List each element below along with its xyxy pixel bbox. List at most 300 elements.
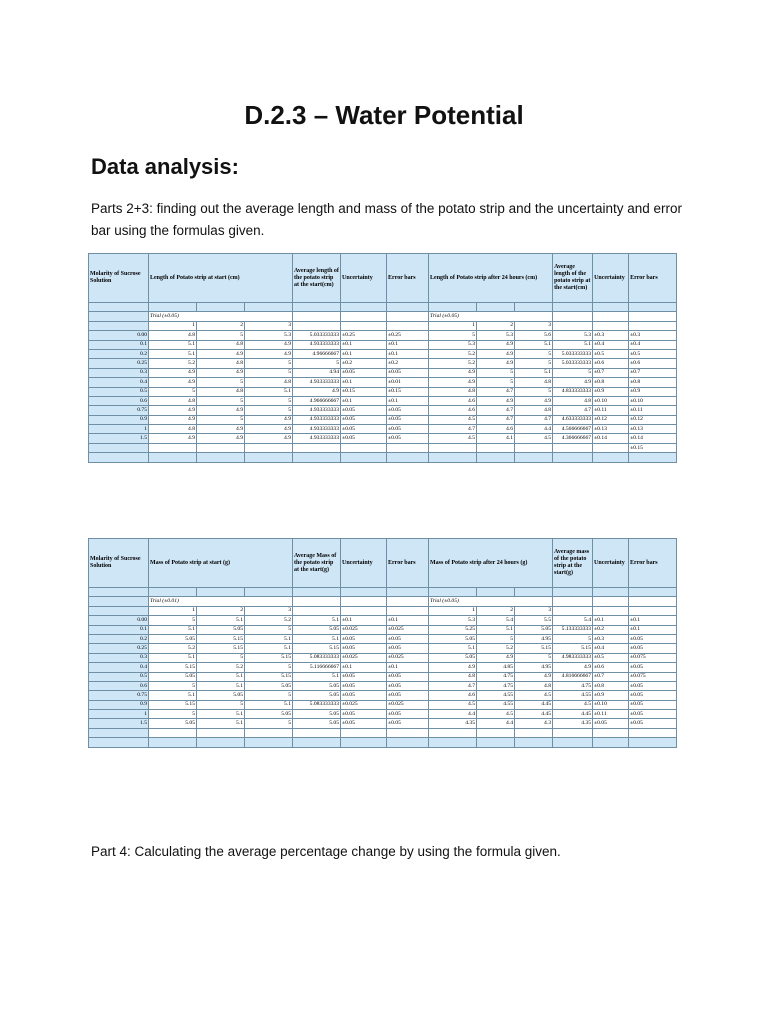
table-cell [245, 738, 293, 747]
error-bars-header: Error bars [629, 254, 677, 303]
table-cell [629, 312, 677, 321]
header-row [89, 539, 677, 588]
table-cell: 5.1 [245, 387, 293, 396]
table-cell [245, 443, 293, 452]
table-cell: ±0.05 [387, 719, 429, 728]
trial-number: 3 [245, 606, 293, 615]
table-cell [341, 321, 387, 330]
table-cell: 4.1 [477, 434, 515, 443]
table-cell: 4.9 [197, 349, 245, 358]
table-cell: ±0.8 [593, 378, 629, 387]
table-cell [89, 303, 149, 312]
table-cell [387, 303, 429, 312]
table-cell: 5.25 [429, 625, 477, 634]
table-cell: ±0.05 [387, 406, 429, 415]
table-cell: 4.7 [477, 415, 515, 424]
table-cell: 4.7 [429, 681, 477, 690]
table-row [89, 710, 677, 719]
table-cell [197, 443, 245, 452]
table-cell: 5.2 [149, 359, 197, 368]
table-cell: 5.1 [293, 616, 341, 625]
table-cell [245, 453, 293, 462]
table-cell: 5.5 [515, 616, 553, 625]
trial-row [89, 312, 677, 321]
table-row [89, 349, 677, 358]
table-cell: 4.7 [477, 406, 515, 415]
molarity-cell [89, 443, 149, 452]
table-cell: 4.9 [197, 406, 245, 415]
trial-number-row [89, 321, 677, 330]
table-row [89, 700, 677, 709]
uncertainty-header: Uncertainty [341, 254, 387, 303]
molarity-cell: 0.9 [89, 700, 149, 709]
table-cell: 4.6 [477, 425, 515, 434]
trial-row [89, 597, 677, 606]
table-cell: ±0.01 [387, 378, 429, 387]
table-cell: ±0.025 [387, 625, 429, 634]
table-cell: ±0.5 [593, 653, 629, 662]
table-cell [341, 453, 387, 462]
table-cell: 5.05 [515, 625, 553, 634]
table-cell: 4.933333333 [293, 434, 341, 443]
table-cell: 4.7 [429, 425, 477, 434]
table-row [89, 359, 677, 368]
table-cell: 5 [197, 415, 245, 424]
table-cell: 4.633333333 [553, 415, 593, 424]
table-cell: 4.8 [515, 406, 553, 415]
table-row [89, 303, 677, 312]
table-cell: ±0.1 [629, 625, 677, 634]
table-cell: 5 [197, 653, 245, 662]
table-cell [197, 303, 245, 312]
table-cell [515, 728, 553, 737]
table-cell: 5.05 [429, 653, 477, 662]
table-cell: ±0.05 [341, 425, 387, 434]
table-cell [245, 728, 293, 737]
error-bars-header: Error bars [387, 539, 429, 588]
trial-number: 3 [515, 321, 553, 330]
table-cell: ±0.15 [341, 387, 387, 396]
table-cell [245, 303, 293, 312]
table-cell: ±0.1 [629, 616, 677, 625]
table-cell: 5.15 [293, 644, 341, 653]
table-row [89, 653, 677, 662]
table-cell: 4.3 [515, 719, 553, 728]
table-cell: ±0.15 [629, 443, 677, 452]
table-cell: 5.1 [245, 644, 293, 653]
table-cell: ±0.1 [341, 616, 387, 625]
table-cell [429, 738, 477, 747]
table-cell: 4.6 [429, 406, 477, 415]
table-cell: ±0.05 [341, 672, 387, 681]
table-cell [515, 443, 553, 452]
table-cell: 4.933333333 [293, 378, 341, 387]
table-cell: 5 [293, 359, 341, 368]
table-cell: 4.933333333 [293, 406, 341, 415]
table-cell: 5.15 [149, 663, 197, 672]
after-header: Mass of Potato strip after 24 hours (g) [429, 539, 553, 588]
table-cell: 4.8 [515, 378, 553, 387]
table-cell: 5.15 [553, 644, 593, 653]
trial-number-row [89, 606, 677, 615]
table-cell: 5 [149, 387, 197, 396]
trial-number: 2 [197, 321, 245, 330]
length-data-table [88, 253, 676, 463]
molarity-cell: 1 [89, 710, 149, 719]
table-cell: 4.9 [553, 663, 593, 672]
table-cell [387, 738, 429, 747]
table-cell: ±0.05 [387, 691, 429, 700]
table-cell [553, 728, 593, 737]
table-cell: ±0.4 [629, 340, 677, 349]
table-cell: 5 [245, 691, 293, 700]
trial-number: 2 [197, 606, 245, 615]
page-title: D.2.3 – Water Potential [244, 100, 524, 130]
table-cell: 5.3 [429, 616, 477, 625]
table-row [89, 434, 677, 443]
table-row [89, 396, 677, 405]
part-4-description: Part 4: Calculating the average percentage change by using the formula given. [91, 844, 561, 859]
table-cell: 5 [245, 625, 293, 634]
table-cell: 5.033333333 [293, 331, 341, 340]
table-cell: ±0.2 [387, 359, 429, 368]
table-cell: 4.7 [477, 387, 515, 396]
table-cell: ±0.6 [629, 359, 677, 368]
table-cell: ±0.05 [629, 691, 677, 700]
table-cell [629, 588, 677, 597]
table-cell: ±0.14 [593, 434, 629, 443]
table-cell [429, 303, 477, 312]
molarity-cell: 0.4 [89, 378, 149, 387]
table-cell: 4.95 [515, 663, 553, 672]
table-row [89, 625, 677, 634]
table-cell: ±0.05 [387, 368, 429, 377]
table-cell: ±0.05 [341, 634, 387, 643]
table-cell: 5.1 [477, 625, 515, 634]
table-cell: 5.2 [245, 616, 293, 625]
table-cell [89, 606, 149, 615]
table-cell: 4.8 [553, 396, 593, 405]
table-cell: 4.933333333 [293, 425, 341, 434]
table-cell: 5.15 [149, 700, 197, 709]
table-cell: 5.033333333 [553, 349, 593, 358]
table-cell [245, 588, 293, 597]
table-cell: 4.8 [429, 672, 477, 681]
table-cell: 4.8 [149, 331, 197, 340]
table-cell [89, 453, 149, 462]
table-cell: 4.5 [429, 415, 477, 424]
table-cell: 5 [553, 368, 593, 377]
molarity-cell: 0.4 [89, 663, 149, 672]
table1-grid [88, 253, 677, 463]
table-cell: 5 [429, 331, 477, 340]
table-cell: ±0.05 [629, 710, 677, 719]
table-cell [593, 443, 629, 452]
table-cell: ±0.1 [341, 396, 387, 405]
table-cell [515, 738, 553, 747]
table-cell: 5.1 [293, 672, 341, 681]
table-cell: ±0.3 [593, 634, 629, 643]
table-cell: 5.1 [515, 340, 553, 349]
table-cell: 5.05 [197, 691, 245, 700]
table-cell [477, 738, 515, 747]
table-cell: 4.4 [515, 425, 553, 434]
table-cell: ±0.05 [629, 663, 677, 672]
molarity-cell: 1 [89, 425, 149, 434]
table-cell [387, 443, 429, 452]
table-cell: 5.1 [515, 368, 553, 377]
table-cell [553, 588, 593, 597]
table-cell: ±0.25 [341, 331, 387, 340]
average-start-header: Average length of the potato strip at the start(cm) [293, 254, 341, 303]
uncertainty-header: Uncertainty [593, 254, 629, 303]
table-cell: ±0.05 [341, 644, 387, 653]
table-cell: 5.116666667 [293, 663, 341, 672]
table-cell: ±0.075 [629, 672, 677, 681]
table-cell: 5.033333333 [553, 359, 593, 368]
table-cell: 5 [245, 406, 293, 415]
table-cell [149, 738, 197, 747]
table-cell: 4.8 [197, 387, 245, 396]
table-cell [387, 728, 429, 737]
table-row [89, 719, 677, 728]
table-cell: 4.9 [477, 653, 515, 662]
table-cell: ±0.7 [629, 368, 677, 377]
table-cell [293, 597, 341, 606]
table-cell: ±0.10 [593, 700, 629, 709]
table-row [89, 728, 677, 737]
table-cell [341, 588, 387, 597]
table-cell [629, 606, 677, 615]
table-cell: 5 [515, 349, 553, 358]
table-cell: 4.9 [429, 368, 477, 377]
error-bars-header: Error bars [629, 539, 677, 588]
table2-grid [88, 538, 677, 748]
table-cell: ±0.1 [387, 663, 429, 672]
table-cell: 5 [245, 368, 293, 377]
table-cell: ±0.05 [341, 691, 387, 700]
table-cell: 4.6 [429, 396, 477, 405]
table-cell [593, 738, 629, 747]
table-cell: 5.3 [477, 331, 515, 340]
table-cell: ±0.11 [629, 406, 677, 415]
table-cell: 5.083333333 [293, 700, 341, 709]
table-cell: ±0.05 [387, 681, 429, 690]
table-cell [293, 738, 341, 747]
table-cell [197, 588, 245, 597]
table-cell: ±0.9 [593, 691, 629, 700]
parts-2-3-description: Parts 2+3: finding out the average length and mass of the potato strip and the uncertainty and error bar using the formulas given. [91, 201, 683, 238]
table-cell: ±0.1 [341, 340, 387, 349]
table-cell [477, 588, 515, 597]
table-cell: ±0.25 [387, 331, 429, 340]
table-cell [477, 443, 515, 452]
table-cell: 5.2 [429, 359, 477, 368]
trial-number: 3 [515, 606, 553, 615]
table-cell: ±0.05 [341, 368, 387, 377]
table-cell [629, 303, 677, 312]
table-cell [515, 303, 553, 312]
table-cell: ±0.075 [629, 653, 677, 662]
table-cell [293, 443, 341, 452]
table-cell: ±0.4 [593, 340, 629, 349]
table-row [89, 663, 677, 672]
molarity-cell: 0.2 [89, 349, 149, 358]
table-cell: ±0.7 [593, 672, 629, 681]
table-row [89, 453, 677, 462]
table-cell: 4.5 [515, 434, 553, 443]
table-cell: 4.9 [477, 340, 515, 349]
table-cell: 4.9 [477, 359, 515, 368]
table-cell: 5 [515, 387, 553, 396]
molarity-cell [89, 728, 149, 737]
table-cell: 5.05 [245, 681, 293, 690]
table-cell: 5.2 [429, 349, 477, 358]
table-cell: 4.8 [197, 340, 245, 349]
table-cell: ±0.025 [387, 700, 429, 709]
table-cell: ±0.8 [629, 378, 677, 387]
table-cell [387, 606, 429, 615]
table-cell: 4.366666667 [553, 434, 593, 443]
table-cell: 5 [245, 719, 293, 728]
error-bars-header: Error bars [387, 254, 429, 303]
table-cell: 5.1 [149, 349, 197, 358]
table-cell: ±0.05 [341, 406, 387, 415]
average-after-header: Average length of the potato strip at the start(cm) [553, 254, 593, 303]
table-row [89, 681, 677, 690]
table-cell [341, 728, 387, 737]
table-cell: 5.1 [149, 340, 197, 349]
molarity-cell: 0.25 [89, 359, 149, 368]
table-cell [593, 728, 629, 737]
table-cell [553, 303, 593, 312]
table-cell: 5.1 [149, 653, 197, 662]
table-cell: ±0.025 [387, 653, 429, 662]
table-row [89, 425, 677, 434]
table-cell: 5.1 [197, 616, 245, 625]
table-cell: 5 [477, 368, 515, 377]
table-cell: ±0.9 [629, 387, 677, 396]
table-cell: ±0.05 [341, 681, 387, 690]
table-cell [341, 312, 387, 321]
after-header: Length of Potato strip after 24 hours (cm) [429, 254, 553, 303]
table-cell: ±0.025 [341, 625, 387, 634]
table-cell [429, 588, 477, 597]
table-cell: 5.1 [293, 634, 341, 643]
table-cell: 4.5 [553, 700, 593, 709]
table-cell: 5.1 [197, 710, 245, 719]
table-cell: ±0.1 [341, 349, 387, 358]
table-cell: ±0.11 [593, 710, 629, 719]
table-cell: 4.35 [429, 719, 477, 728]
table-cell: 5.2 [197, 663, 245, 672]
table-cell [293, 312, 341, 321]
table-cell: ±0.11 [593, 406, 629, 415]
table-cell: 5.3 [429, 340, 477, 349]
table-cell: ±0.05 [629, 719, 677, 728]
trial-number: 1 [429, 606, 477, 615]
uncertainty-header: Uncertainty [593, 539, 629, 588]
table-cell: 4.5 [515, 691, 553, 700]
table-cell: 4.933333333 [293, 415, 341, 424]
table-cell: 4.55 [553, 691, 593, 700]
table-cell [593, 597, 629, 606]
table-cell: 4.8 [149, 425, 197, 434]
molarity-cell: 0.00 [89, 331, 149, 340]
table-cell: 4.9 [197, 368, 245, 377]
table-cell: ±0.1 [387, 340, 429, 349]
table-row [89, 644, 677, 653]
table-cell: 4.5 [429, 434, 477, 443]
trial-label: Trial (±0.05) [429, 597, 553, 606]
trial-number: 3 [245, 321, 293, 330]
table-cell [593, 303, 629, 312]
table-cell [593, 588, 629, 597]
molarity-cell: 0.6 [89, 396, 149, 405]
start-header: Mass of Potato strip at start (g) [149, 539, 293, 588]
table-row [89, 368, 677, 377]
table-cell [593, 606, 629, 615]
table-cell: ±0.05 [629, 634, 677, 643]
table-cell: ±0.05 [593, 719, 629, 728]
table-cell: 4.45 [515, 710, 553, 719]
table-cell: 5.1 [429, 644, 477, 653]
table-cell [553, 738, 593, 747]
table-cell: ±0.05 [341, 719, 387, 728]
table-cell [429, 443, 477, 452]
table-cell [387, 588, 429, 597]
uncertainty-header: Uncertainty [341, 539, 387, 588]
table-cell: 4.75 [477, 681, 515, 690]
table-cell [89, 312, 149, 321]
table-row [89, 415, 677, 424]
table-cell [387, 597, 429, 606]
table-cell [149, 588, 197, 597]
table-cell [197, 453, 245, 462]
table-cell: 5 [477, 634, 515, 643]
table-cell [593, 321, 629, 330]
table-cell: 4.5 [477, 710, 515, 719]
table-cell: 4.966666667 [293, 396, 341, 405]
table-cell: 5.1 [197, 719, 245, 728]
table-cell: ±0.10 [593, 396, 629, 405]
table-cell: 5.2 [477, 644, 515, 653]
table-cell [387, 321, 429, 330]
start-header: Length of Potato strip at start (cm) [149, 254, 293, 303]
table-cell: 5 [245, 396, 293, 405]
table-row [89, 691, 677, 700]
table-cell: 4.75 [553, 681, 593, 690]
table-cell: ±0.6 [593, 663, 629, 672]
table-cell: 5 [197, 396, 245, 405]
table-cell: 4.6 [429, 691, 477, 700]
table-cell: 4.75 [477, 672, 515, 681]
table-row [89, 443, 677, 452]
table-cell: 4.8 [149, 396, 197, 405]
table-cell: 5.1 [197, 681, 245, 690]
molarity-cell: 0.5 [89, 672, 149, 681]
table-cell: 5.15 [197, 644, 245, 653]
table-cell: ±0.05 [387, 634, 429, 643]
molarity-cell: 0.75 [89, 691, 149, 700]
table-cell: 4.9 [515, 396, 553, 405]
table-cell [89, 597, 149, 606]
table-cell: ±0.05 [387, 434, 429, 443]
table-cell: ±0.10 [629, 396, 677, 405]
table-cell: 4.8 [245, 378, 293, 387]
table-cell: ±0.9 [593, 387, 629, 396]
table-cell: 5.1 [149, 691, 197, 700]
